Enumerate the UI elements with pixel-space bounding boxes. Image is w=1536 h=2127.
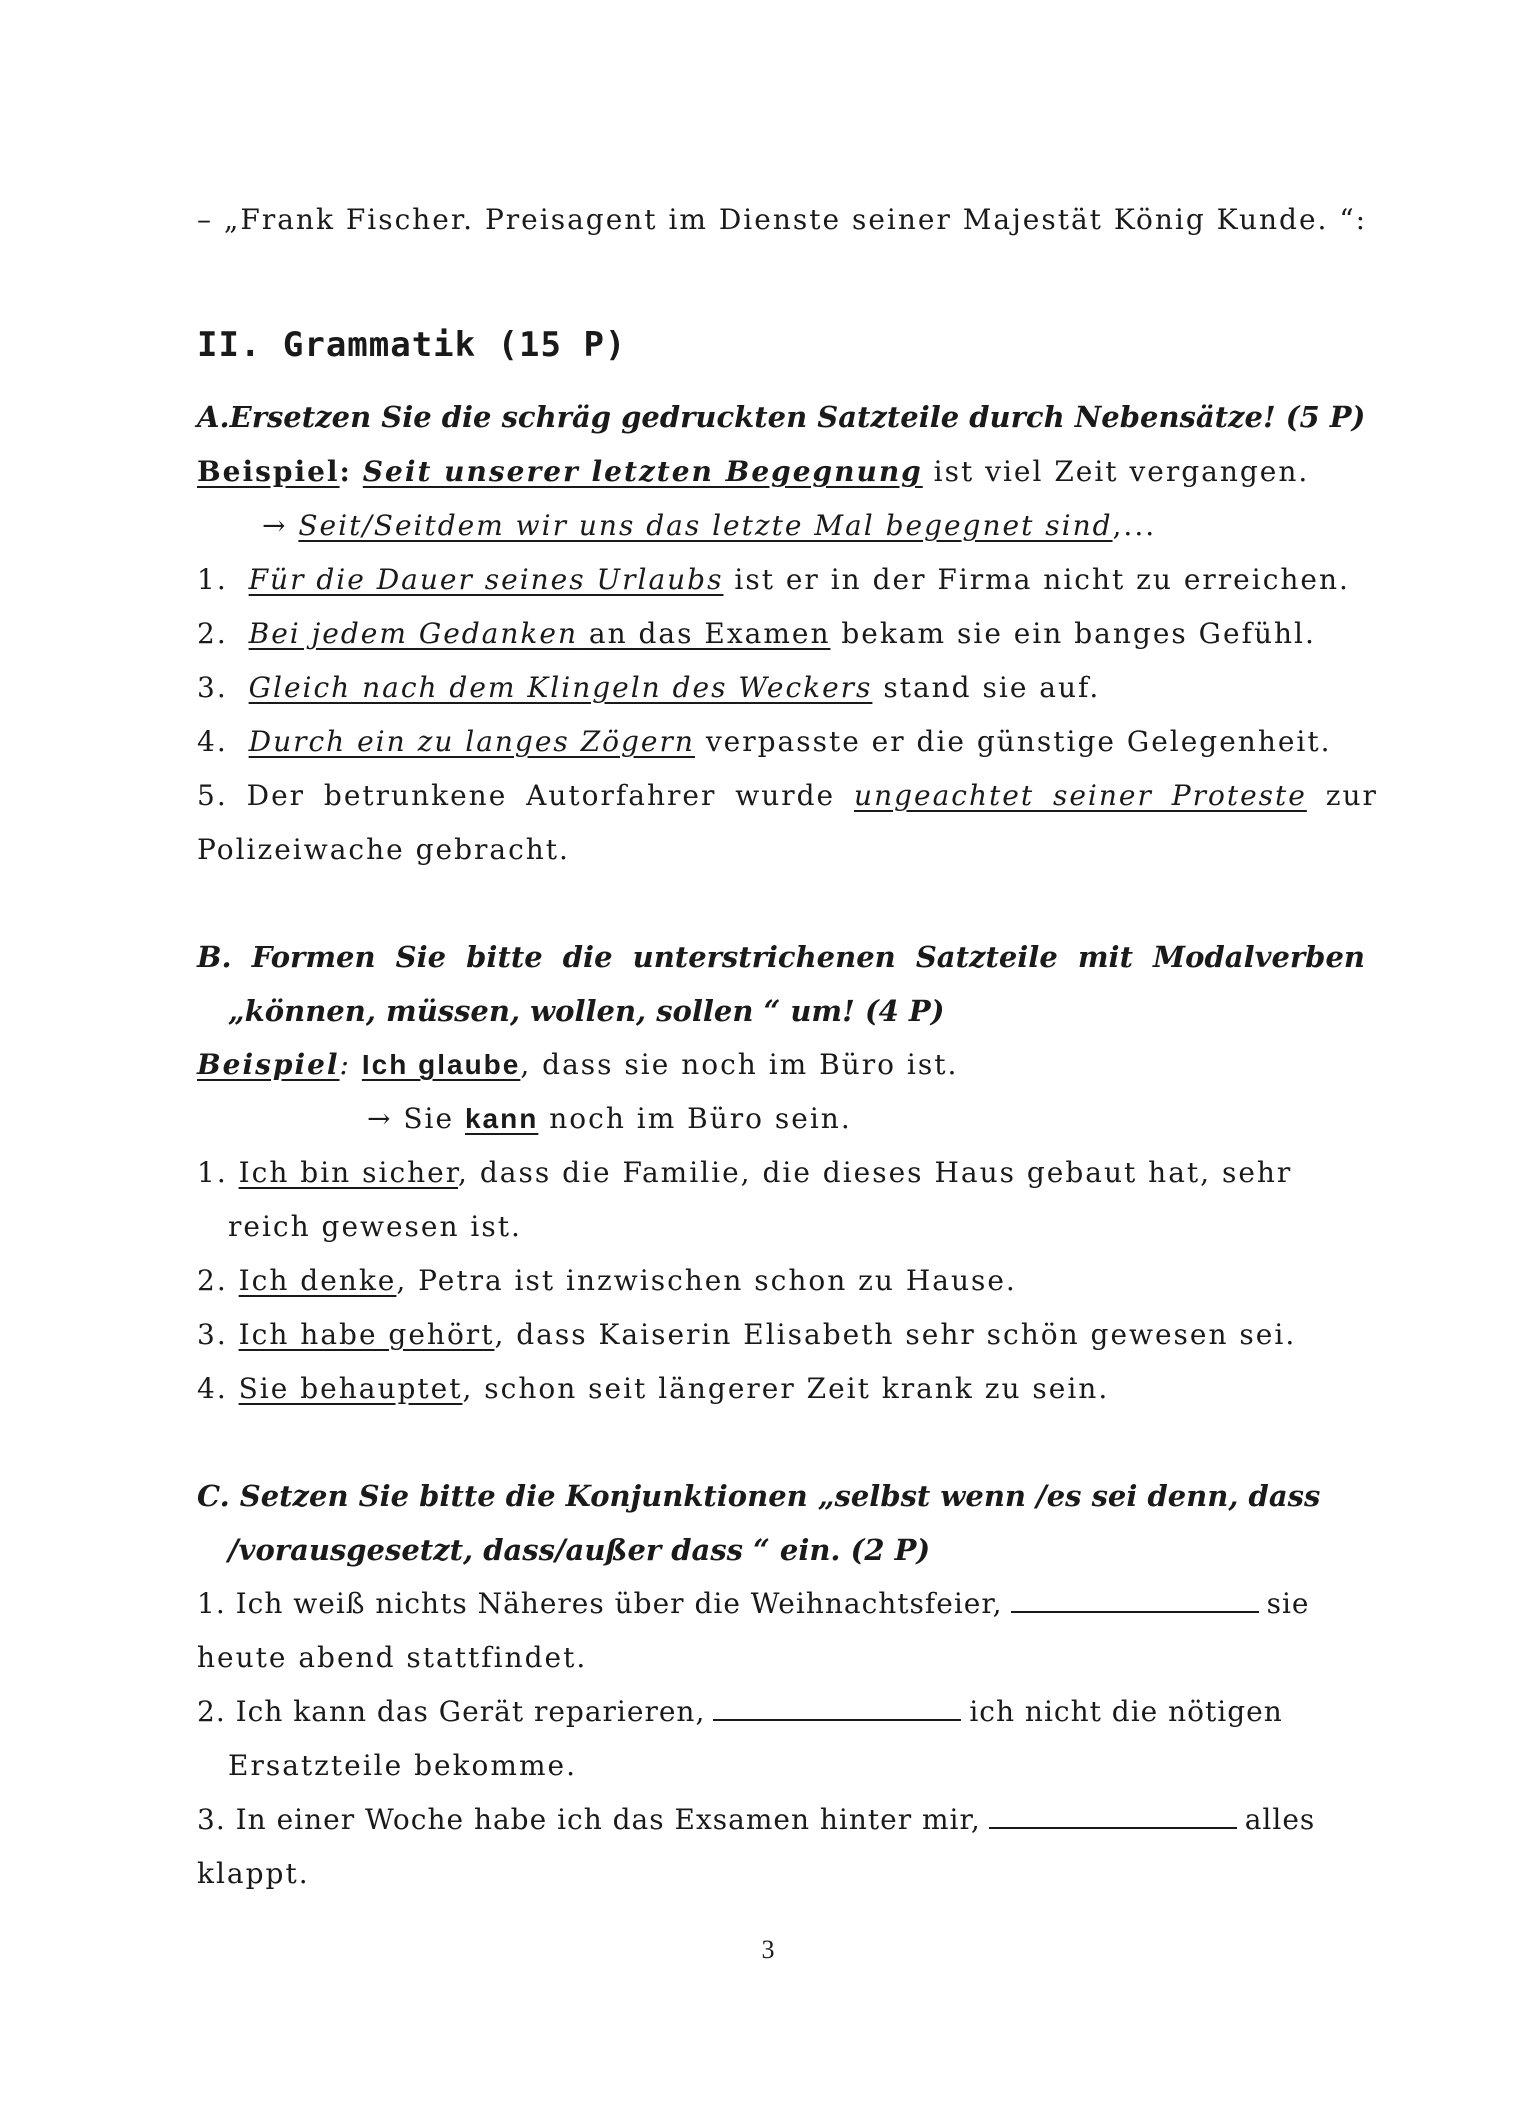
part-a-item-1 [197,563,1350,596]
item-number: 2. [197,1264,228,1297]
item-phrase: Gleich nach dem Klingeln des Weckers [248,671,873,704]
part-a-item-5 [197,779,1378,812]
part-a-item-4 [197,725,1332,758]
part-b-answer [367,1102,852,1135]
beispiel-colon: : [339,455,352,488]
part-b-beispiel [197,1048,958,1081]
item-phrase: Sie behauptet [238,1372,463,1405]
item-rest: , dass Kaiserin Elisabeth sehr schön gewesen sei. [494,1318,1297,1351]
item-phrase: Bei jedem Gedanken [248,617,578,650]
answer-phrase: Seit/Seitdem wir uns das letzte Mal begegnet sind [298,509,1113,542]
answer-rest: ,... [1112,509,1157,542]
item-number: 4. [197,1372,228,1405]
part-b-task-line-2: „können, müssen, wollen, sollen “ um! (4 P) [228,994,945,1028]
item-phrase: Für die Dauer seines Urlaubs [248,563,724,596]
beispiel-label: Beispiel [197,1048,340,1081]
part-c-item-3 [197,1803,1315,1836]
item-number: 3. [197,671,228,704]
answer-pre: Sie [392,1102,465,1135]
beispiel-phrase: Seit unserer letzten Begegnung [362,455,923,488]
part-c-item-3-cont: klappt. [197,1857,310,1890]
part-a-item-3 [197,671,1100,704]
part-a-item-2 [197,617,1316,650]
item-rest: , Petra ist inzwischen schon zu Hause. [396,1264,1017,1297]
part-c-task-line-2: /vorausgesetzt, dass/außer dass “ ein. (2 P) [228,1533,931,1567]
item-phrase: Ich denke [238,1264,397,1297]
arrow-icon: → [262,509,288,542]
answer-blank[interactable] [989,1805,1237,1829]
item-post: alles [1244,1803,1316,1836]
item-number: 1. [197,1156,228,1189]
part-b-task-line-1: B. Formen Sie bitte die unterstrichenen Satzteile mit Modalverben [197,940,1365,974]
part-a-beispiel [197,455,1309,488]
answer-phrase: kann [464,1103,539,1134]
item-text: 3. In einer Woche habe ich das Exsamen hinter mir, [197,1803,981,1836]
part-c-item-1-cont: heute abend stattfindet. [197,1641,588,1674]
item-rest: bekam sie ein banges Gefühl. [830,617,1316,650]
part-b-item-2 [197,1264,1017,1297]
section-title: II. Grammatik (15 P) [197,325,627,365]
item-phrase: Ich bin sicher [238,1156,459,1189]
page-number: 3 [761,1935,775,1964]
item-phrase: Durch ein zu langes Zögern [248,725,695,758]
beispiel-phrase: Ich glaube [361,1049,521,1080]
item-rest: , dass die Familie, die dieses Haus gebaut hat, sehr [458,1156,1293,1189]
part-b-item-4 [197,1372,1109,1405]
item-pre: Der betrunkene Autorfahrer wurde [227,779,855,812]
part-b-item-1-cont: reich gewesen ist. [228,1210,522,1243]
beispiel-rest: ist viel Zeit vergangen. [922,455,1310,488]
part-c-item-2 [197,1695,1283,1728]
answer-blank[interactable] [1011,1589,1259,1613]
answer-blank[interactable] [713,1697,961,1721]
part-c-item-1 [197,1587,1310,1620]
intro-line: – „Frank Fischer. Preisagent im Dienste seiner Majestät König Kunde. “: [197,203,1368,236]
item-post: ich nicht die nötigen [969,1695,1283,1728]
item-number: 5. [197,779,228,812]
item-number: 1. [197,563,228,596]
item-rest: stand sie auf. [872,671,1101,704]
item-rest: verpasste er die günstige Gelegenheit. [694,725,1332,758]
answer-rest: noch im Büro sein. [538,1102,852,1135]
beispiel-rest: , dass sie noch im Büro ist. [520,1048,959,1081]
item-number: 2. [197,617,228,650]
beispiel-label: Beispiel [197,455,340,488]
item-rest: zur [1306,779,1378,812]
part-b-item-1 [197,1156,1292,1189]
arrow-icon: → [367,1102,393,1135]
item-phrase: ungeachtet seiner Proteste [854,779,1307,812]
beispiel-colon: : [339,1048,351,1081]
part-c-item-2-cont: Ersatzteile bekomme. [228,1749,577,1782]
item-text: 1. Ich weiß nichts Näheres über die Weihnachtsfeier, [197,1587,1003,1620]
part-a-answer [262,509,1156,542]
item-phrase-2: an das Examen [577,617,831,650]
part-c-task-line-1: C. Setzen Sie bitte die Konjunktionen „selbst wenn /es sei denn, dass [197,1479,1321,1513]
part-a-item-5-cont: Polizeiwache gebracht. [197,833,570,866]
item-number: 3. [197,1318,228,1351]
part-b-item-3 [197,1318,1296,1351]
part-a-task: A.Ersetzen Sie die schräg gedruckten Satzteile durch Nebensätze! (5 P) [197,400,1366,434]
item-text: 2. Ich kann das Gerät reparieren, [197,1695,706,1728]
item-post: sie [1266,1587,1310,1620]
item-rest: ist er in der Firma nicht zu erreichen. [723,563,1350,596]
item-number: 4. [197,725,228,758]
item-phrase: Ich habe gehört [238,1318,495,1351]
item-rest: , schon seit längerer Zeit krank zu sein. [462,1372,1110,1405]
